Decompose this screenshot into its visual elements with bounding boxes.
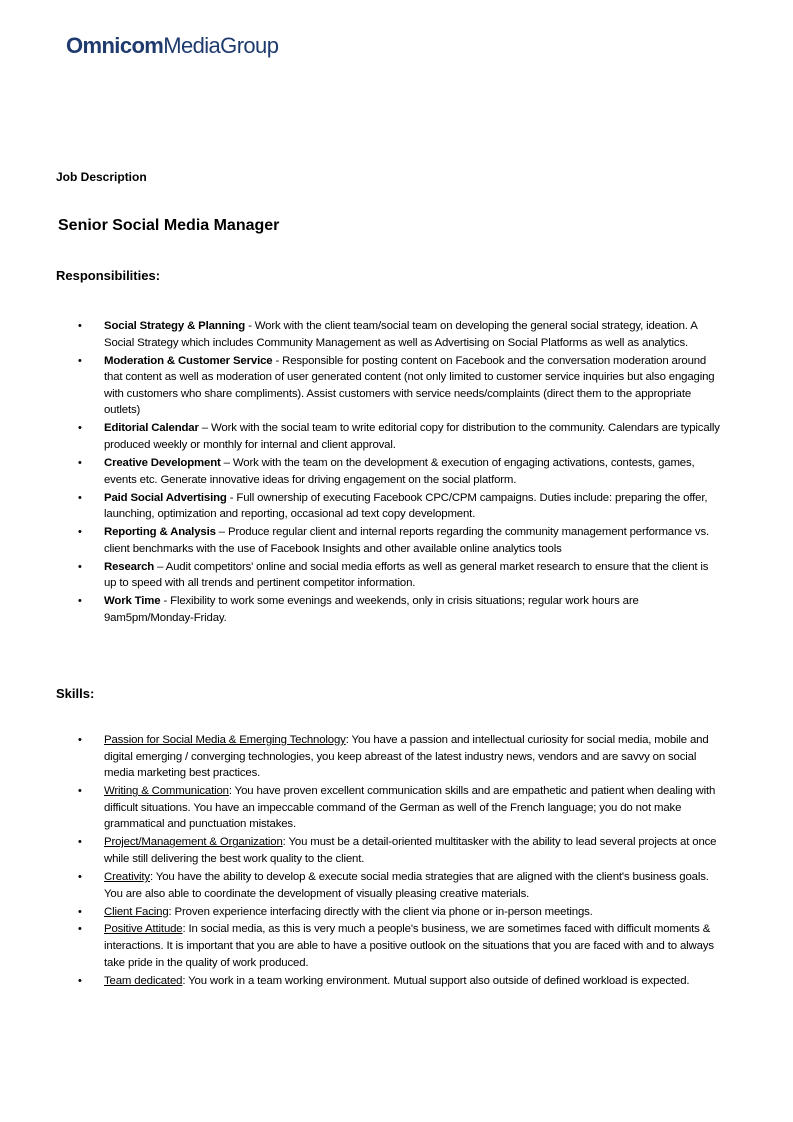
bullet-icon: • [78, 526, 82, 539]
list-item [0, 834, 793, 867]
list-item [0, 318, 793, 351]
item-text: : You work in a team working environment. Mutual support also outside of defined workload is expected. [182, 974, 690, 987]
list-item [0, 353, 793, 419]
item-term: Editorial Calendar [104, 422, 199, 435]
responsibilities-heading: Responsibilities: [56, 268, 161, 283]
list-item [0, 783, 793, 833]
omnicom-media-group-logo [66, 33, 278, 59]
bullet-icon: • [78, 870, 82, 883]
list-item [0, 524, 793, 557]
item-text: : You have a passion and intellectual curiosity for social media, mobile and digital emerging / converging technologies, you keep abreast of the latest industry news, vendors and are savvy on social media marketing best practices. [104, 734, 709, 780]
bullet-icon: • [78, 974, 82, 987]
list-item [0, 593, 793, 626]
item-text: : You have the ability to develop & execute social media strategies that are aligned with the client's business goals. You are also able to coordinate the development of visually pleasing creative materials. [104, 870, 709, 900]
bullet-icon: • [78, 734, 82, 746]
bullet-icon: • [78, 560, 82, 573]
bullet-icon: • [78, 320, 82, 332]
list-item [0, 559, 793, 592]
item-term: Project/Management & Organization [104, 836, 283, 849]
bullet-icon: • [78, 354, 82, 367]
logo-bold-part: Omnicom [66, 33, 164, 58]
bullet-icon: • [78, 785, 82, 798]
bullet-icon: • [78, 422, 82, 435]
list-item [0, 490, 793, 523]
item-term: Team dedicated [104, 974, 183, 987]
list-item [0, 455, 793, 488]
bullet-icon: • [78, 491, 82, 504]
skills-heading: Skills: [56, 686, 95, 701]
item-text: - Full ownership of executing Facebook CPC/CPM campaigns. Duties include: preparing the offer, launching, optimization and reporting, occasional ad text copy development. [104, 491, 708, 521]
item-text: – Produce regular client and internal reports regarding the community management performance vs. client benchmarks with the use of Facebook Insights and other available online analytics tools [104, 526, 710, 555]
list-item [0, 732, 793, 782]
bullet-icon: • [78, 456, 82, 469]
item-text: : Proven experience interfacing directly with the client via phone or in-person meetings. [168, 905, 593, 918]
responsibilities-list [0, 318, 793, 628]
item-term: Passion for Social Media & Emerging Technology [104, 734, 346, 746]
item-text: - Flexibility to work some evenings and weekends, only in crisis situations; regular work hours are 9am5pm/Monday-Friday. [104, 595, 639, 624]
bullet-icon: • [78, 905, 82, 918]
item-term: Positive Attitude [104, 923, 183, 936]
item-term: Creativity [104, 870, 150, 883]
bullet-icon: • [78, 836, 82, 849]
bullet-icon: • [78, 595, 82, 608]
list-item [0, 869, 793, 902]
document-label: Job Description [56, 170, 147, 184]
item-text: – Work with the team on the development & execution of engaging activations, contests, games, events etc. Generate innovative ideas for driving engagement on the social platform. [104, 456, 695, 486]
item-text: - Responsible for posting content on Facebook and the conversation moderation around that content as well as moderation of user generated content (not only limited to customer service inquiries but also engaging with customers who share compliments). Assist customers with service needs/complaints (direct them to the appropriate outlets) [104, 354, 715, 417]
item-text: – Audit competitors' online and social media efforts as well as general market research to ensure that the client is up to speed with all trends and pertinent competitor information. [104, 560, 709, 590]
item-term: Writing & Communication [104, 785, 229, 798]
item-term: Work Time [104, 595, 161, 608]
item-term: Creative Development [104, 456, 221, 469]
item-term: Social Strategy & Planning [104, 320, 246, 332]
list-item [0, 921, 793, 971]
item-term: Moderation & Customer Service [104, 354, 273, 367]
item-text: : You must be a detail-oriented multitasker with the ability to lead several projects at once while still delivering the best work quality to the client. [104, 836, 717, 865]
skills-list [0, 732, 793, 991]
item-text: : In social media, as this is very much a people's business, we are sometimes faced with difficult moments & interactions. It is important that you are able to have a positive outlook on the situations that you are faced with and to always take pride in the quality of work produced. [104, 923, 714, 969]
page-title: Senior Social Media Manager [58, 217, 280, 234]
logo-light-part: MediaGroup [163, 33, 279, 58]
item-term: Research [104, 560, 155, 573]
list-item [0, 973, 793, 990]
item-text: - Work with the client team/social team on developing the general social strategy, ideation. A Social Strategy which includes Community Management as well as Advertising on Social Platforms as well as analytics. [104, 320, 698, 349]
item-text: – Work with the social team to write editorial copy for distribution to the community. Calendars are typically produced weekly or monthly for internal and client approval. [104, 422, 720, 451]
bullet-icon: • [78, 923, 82, 936]
item-text: : You have proven excellent communication skills and are empathetic and patient when dealing with difficult situations. You have an impeccable command of the German as well of the French language; you do not make grammatical and punctuation mistakes. [104, 785, 716, 831]
item-term: Client Facing [104, 905, 169, 918]
item-term: Paid Social Advertising [104, 491, 227, 504]
item-term: Reporting & Analysis [104, 526, 216, 539]
list-item [0, 420, 793, 453]
list-item [0, 904, 793, 921]
